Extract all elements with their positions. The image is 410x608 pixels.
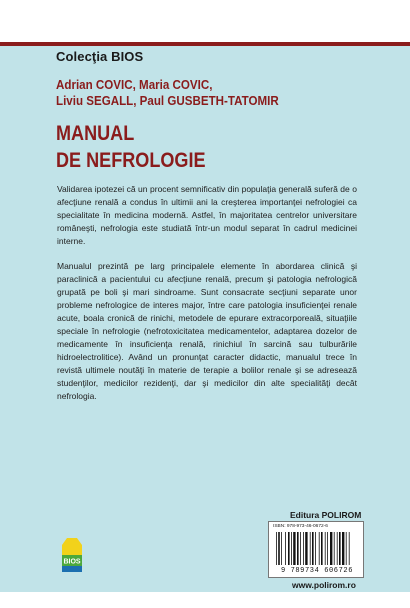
barcode-bar bbox=[297, 532, 299, 565]
barcode-bar bbox=[291, 532, 292, 565]
isbn-text: ISBN: 978-973-46-0672-6 bbox=[273, 524, 328, 529]
barcode-bar bbox=[315, 532, 316, 565]
barcode-bar bbox=[293, 532, 295, 565]
blurb bbox=[57, 183, 357, 415]
top-white-band bbox=[0, 0, 410, 42]
barcode-bar bbox=[285, 532, 286, 565]
barcode-bar bbox=[312, 532, 314, 565]
barcode bbox=[268, 521, 364, 578]
barcode-bar bbox=[349, 532, 350, 565]
authors bbox=[56, 77, 369, 109]
barcode-number: 9 789734 606726 bbox=[280, 567, 353, 575]
barcode-bar bbox=[310, 532, 311, 565]
barcode-bar bbox=[321, 532, 323, 565]
authors-line: Adrian COVIC, Maria COVIC, bbox=[56, 78, 213, 92]
barcode-bar bbox=[300, 532, 301, 565]
barcode-bar bbox=[281, 532, 282, 565]
barcode-bar bbox=[325, 532, 326, 565]
logo-text: BIOS bbox=[63, 558, 81, 566]
barcode-bar bbox=[342, 532, 344, 565]
barcode-bar bbox=[327, 532, 328, 565]
barcode-bar bbox=[276, 532, 277, 565]
top-accent-rule bbox=[0, 42, 410, 46]
logo-bottom-band bbox=[62, 566, 82, 572]
book-title bbox=[56, 120, 206, 174]
barcode-bars bbox=[275, 532, 359, 565]
publisher-website[interactable]: www.polirom.ro bbox=[292, 580, 356, 590]
barcode-bar bbox=[346, 532, 347, 565]
title-line: DE NEFROLOGIE bbox=[56, 149, 206, 172]
barcode-bar bbox=[305, 532, 307, 565]
barcode-bar bbox=[319, 532, 320, 565]
barcode-bar bbox=[330, 532, 332, 565]
barcode-bar bbox=[334, 532, 335, 565]
barcode-bar bbox=[337, 532, 338, 565]
publisher-name: Editura POLIROM bbox=[290, 510, 362, 520]
logo-top-shape bbox=[62, 538, 82, 555]
barcode-bar bbox=[339, 532, 341, 565]
authors-line: Liviu SEGALL, Paul GUSBETH-TATOMIR bbox=[56, 94, 279, 108]
bios-logo-icon bbox=[60, 538, 84, 574]
collection-name: Colecţia BIOS bbox=[56, 49, 144, 64]
barcode-bar bbox=[278, 532, 280, 565]
blurb-paragraph: Manualul prezintă pe larg principalele elemente în abordarea clinică şi paraclinică a pacientului cu afecţiune renală, precum şi patologia nefrologică grupată pe boli şi mari sindroame. Sunt consacrate secţiuni separate unor probleme nefrologice de interes major, între care patologia insuficienţei renale acute, boala cronică de rinichi, metodele de epurare extracorporeală, situaţiile speciale în nefrologie (nefrotoxicitatea medicamentelor, adaptarea dozelor de medicamente în insuficienţa renală, rinichiul în sarcină sau tulburările hidroelectrolitice). Având un pronunţat caracter didactic, manualul trece în revistă ultimele noutăţi în materie de terapie a bolilor renale şi se adresează studenţilor, medicilor rezidenţi, dar şi medicilor din alte specialităţi decât nefrologia. bbox=[57, 261, 357, 401]
bottom-white-band bbox=[0, 592, 410, 608]
barcode-bar bbox=[303, 532, 304, 565]
blurb-paragraph: Validarea ipotezei că un procent semnificativ din populaţia generală suferă de o afecţiune renală a condus în ultimii ani la creşterea importanţei nefrologiei ca specialitate în medicina modernă. Astfel, în majoritatea centrelor universitare româneşti, nefrologia este studiată într-un modul separat în cadrul medicinei interne. bbox=[57, 184, 357, 246]
barcode-bar bbox=[288, 532, 290, 565]
title-line: MANUAL bbox=[56, 122, 135, 145]
